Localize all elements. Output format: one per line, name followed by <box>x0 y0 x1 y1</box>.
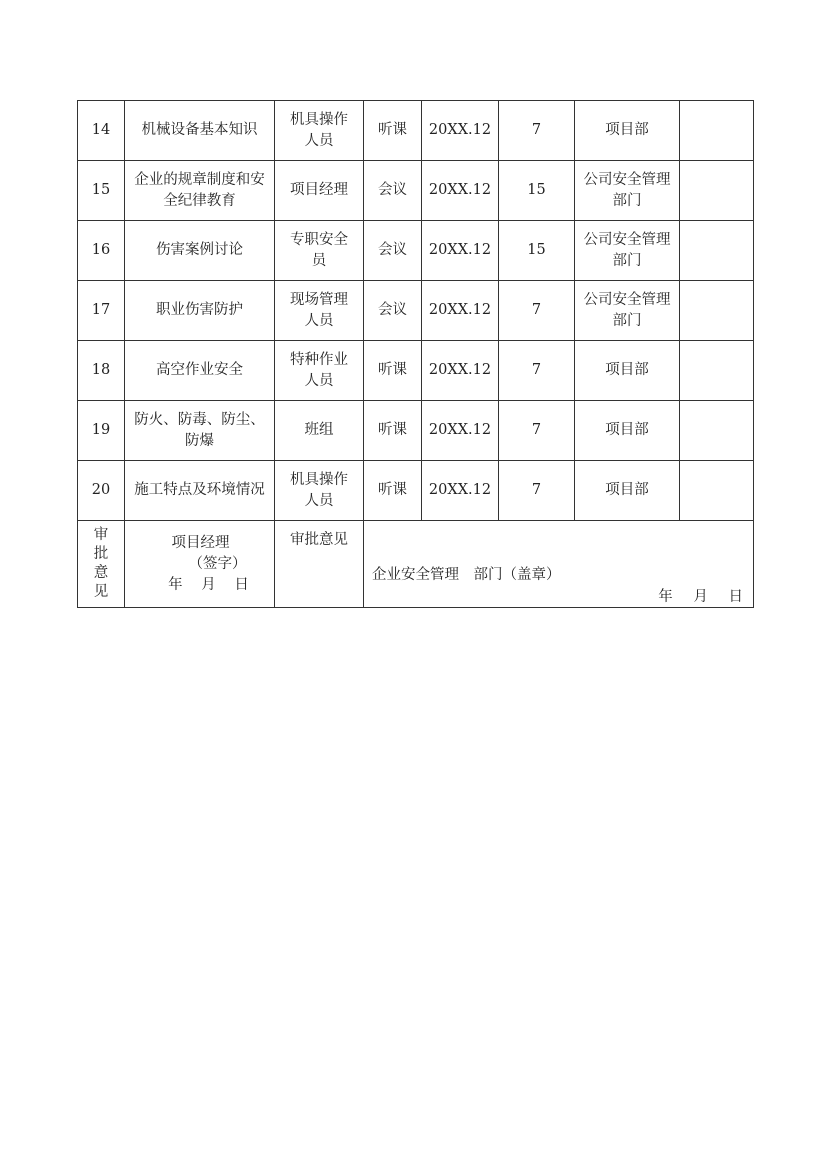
training-time: 20XX.12 <box>428 182 492 198</box>
training-content-cell <box>125 461 275 521</box>
manager-date: 年 月 日 <box>168 576 249 593</box>
table-row <box>78 161 754 221</box>
training-content: 高空作业安全 <box>156 362 243 378</box>
training-target-cell <box>275 341 364 401</box>
training-organizer: 项目部 <box>605 362 649 378</box>
training-target: 特种作业人员 <box>290 351 348 389</box>
training-content: 防火、防毒、防尘、防爆 <box>134 411 265 449</box>
training-target: 班组 <box>304 422 334 438</box>
training-time: 20XX.12 <box>428 422 492 438</box>
training-organizer: 公司安全管理部门 <box>583 171 671 209</box>
training-hours-cell <box>499 401 575 461</box>
training-method: 听课 <box>378 362 407 378</box>
dept-date: 年 月 日 <box>658 589 743 605</box>
training-hours: 15 <box>527 242 546 258</box>
training-time: 20XX.12 <box>428 302 492 318</box>
training-organizer-cell <box>575 341 680 401</box>
training-organizer-cell <box>575 221 680 281</box>
training-target: 机具操作人员 <box>290 111 348 149</box>
table-row <box>78 461 754 521</box>
table-body <box>78 101 754 608</box>
training-method: 会议 <box>378 242 407 258</box>
training-method-cell <box>364 221 422 281</box>
approval-label: 审批意见 <box>93 527 109 600</box>
training-time-cell <box>422 341 499 401</box>
training-hours: 7 <box>531 302 542 318</box>
training-target: 机具操作人员 <box>290 471 348 509</box>
training-time-cell <box>422 101 499 161</box>
training-method-cell <box>364 101 422 161</box>
training-method-cell <box>364 461 422 521</box>
training-organizer: 公司安全管理部门 <box>583 291 671 329</box>
training-hours: 7 <box>531 362 542 378</box>
row-number: 15 <box>91 182 111 198</box>
training-time: 20XX.12 <box>428 242 492 258</box>
dept-stamp-cell <box>364 521 754 608</box>
training-target-cell <box>275 101 364 161</box>
training-target-cell <box>275 401 364 461</box>
row-number-cell <box>78 101 125 161</box>
training-organizer: 项目部 <box>605 122 649 138</box>
training-target: 现场管理人员 <box>290 291 348 329</box>
training-target-cell <box>275 221 364 281</box>
training-hours-cell <box>499 161 575 221</box>
remark-cell <box>680 221 754 281</box>
training-organizer: 项目部 <box>605 422 649 438</box>
remark-cell <box>680 401 754 461</box>
row-number-cell <box>78 461 125 521</box>
remark-cell <box>680 161 754 221</box>
training-target: 项目经理 <box>290 182 348 198</box>
training-time-cell <box>422 161 499 221</box>
training-content-cell <box>125 161 275 221</box>
training-organizer-cell <box>575 461 680 521</box>
training-time-cell <box>422 401 499 461</box>
row-number: 16 <box>91 242 111 258</box>
table-row <box>78 281 754 341</box>
training-time: 20XX.12 <box>428 122 492 138</box>
table-row <box>78 341 754 401</box>
row-number: 18 <box>91 362 111 378</box>
training-content-cell <box>125 221 275 281</box>
training-organizer-cell <box>575 161 680 221</box>
training-target-cell <box>275 161 364 221</box>
training-content-cell <box>125 281 275 341</box>
opinion-label-cell <box>275 521 364 608</box>
training-content: 职业伤害防护 <box>156 302 243 318</box>
training-hours-cell <box>499 341 575 401</box>
remark-cell <box>680 461 754 521</box>
remark-cell <box>680 341 754 401</box>
training-organizer: 公司安全管理部门 <box>583 231 671 269</box>
approval-row <box>78 521 754 608</box>
manager-sign-cell <box>125 521 275 608</box>
training-time-cell <box>422 461 499 521</box>
training-content: 施工特点及环境情况 <box>134 482 265 498</box>
training-method-cell <box>364 341 422 401</box>
training-target-cell <box>275 461 364 521</box>
training-hours-cell <box>499 221 575 281</box>
training-content: 企业的规章制度和安全纪律教育 <box>134 171 265 209</box>
training-hours-cell <box>499 101 575 161</box>
training-organizer: 项目部 <box>605 482 649 498</box>
remark-cell <box>680 281 754 341</box>
training-plan-table <box>77 100 754 608</box>
row-number: 17 <box>91 302 111 318</box>
training-method: 听课 <box>378 482 407 498</box>
training-hours: 7 <box>531 422 542 438</box>
training-method: 听课 <box>378 122 407 138</box>
training-hours-cell <box>499 461 575 521</box>
training-organizer-cell <box>575 101 680 161</box>
table-row <box>78 101 754 161</box>
training-hours: 15 <box>527 182 546 198</box>
approval-label-cell <box>78 521 125 608</box>
training-hours: 7 <box>531 482 542 498</box>
row-number: 19 <box>91 422 111 438</box>
table-row <box>78 221 754 281</box>
manager-label: 项目经理 <box>171 534 230 551</box>
training-hours: 7 <box>531 122 542 138</box>
row-number-cell <box>78 161 125 221</box>
training-time: 20XX.12 <box>428 482 492 498</box>
training-content-cell <box>125 341 275 401</box>
row-number: 14 <box>91 122 111 138</box>
training-target-cell <box>275 281 364 341</box>
row-number-cell <box>78 221 125 281</box>
training-time-cell <box>422 281 499 341</box>
training-content-cell <box>125 401 275 461</box>
training-method: 会议 <box>378 302 407 318</box>
training-content: 伤害案例讨论 <box>156 242 243 258</box>
remark-cell <box>680 101 754 161</box>
training-method-cell <box>364 161 422 221</box>
training-organizer-cell <box>575 281 680 341</box>
training-method: 会议 <box>378 182 407 198</box>
dept-stamp-text: 企业安全管理 部门（盖章） <box>372 567 561 583</box>
training-target: 专职安全员 <box>290 231 348 269</box>
training-organizer-cell <box>575 401 680 461</box>
row-number: 20 <box>91 482 111 498</box>
training-content-cell <box>125 101 275 161</box>
training-content: 机械设备基本知识 <box>141 122 258 138</box>
training-method-cell <box>364 401 422 461</box>
training-method-cell <box>364 281 422 341</box>
sign-label: （签字） <box>188 555 247 572</box>
training-time-cell <box>422 221 499 281</box>
training-hours-cell <box>499 281 575 341</box>
table-row <box>78 401 754 461</box>
training-time: 20XX.12 <box>428 362 492 378</box>
opinion-label: 审批意见 <box>290 532 348 548</box>
row-number-cell <box>78 401 125 461</box>
row-number-cell <box>78 341 125 401</box>
training-method: 听课 <box>378 422 407 438</box>
row-number-cell <box>78 281 125 341</box>
